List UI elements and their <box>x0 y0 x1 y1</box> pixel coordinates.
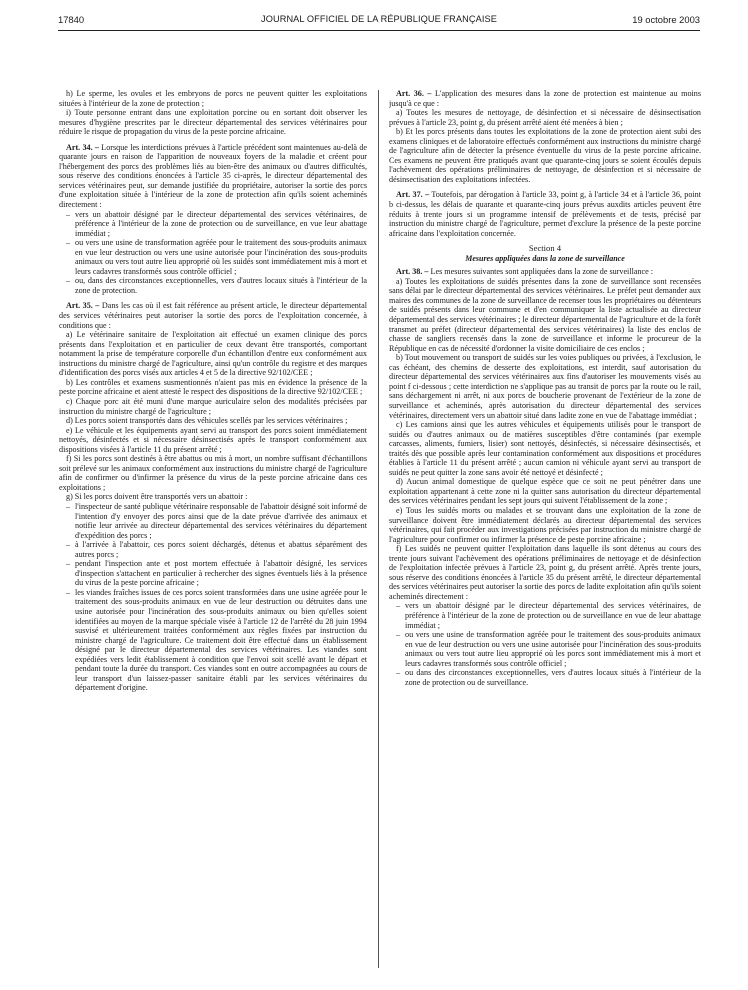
paragraph-35-e: e) Le véhicule et les équipements ayant servi au transport des porcs soient immédiatement nettoyés, désinfectés et si nécessaire désinsectisés après le transport conformément aux dispositions visées à l'article 11 du présent arrêté ; <box>59 425 367 454</box>
list-item: – vers un abattoir désigné par le directeur départemental des services vétérinaires, de préférence à l'intérieur de la zone de protection ou de surveillance, en vue leur abattage immédiat ; <box>59 210 367 239</box>
list-item: – ou dans des circonstances exceptionnelles, vers d'autres locaux situés à l'intérieur de la zone de protection ou de surveillance. <box>389 668 701 687</box>
paragraph-36-a: a) Toutes les mesures de nettoyage, de désinfection et si nécessaire de désinsectisation prévues à l'article 23, point g, du présent arrêté aient été menées à bien ; <box>389 108 701 127</box>
publication-date: 19 octobre 2003 <box>632 14 700 25</box>
article-38-f-list <box>389 601 701 687</box>
article-38 <box>389 267 701 277</box>
paragraph-38-c: c) Les camions ainsi que les autres véhicules et équipements utilisés pour le transport de suidés ou d'autres animaux ou de matières susceptibles d'être contaminés (par exemple carcasses, aliments, fumiers, lisier) sont nettoyés, désinfectés, si nécessaire désinsectisés, et traités dès que possible après leur contamination conformément aux dispositions et procédures établies à l'article 11 du présent arrêté ; aucun camion ni véhicule ayant servi au transport de suidés ne peut quitter la zone sans avoir été nettoyé et désinfecté ; <box>389 420 701 477</box>
list-item: – à l'arrivée à l'abattoir, ces porcs soient déchargés, détenus et abattus séparément des autres porcs ; <box>59 540 367 559</box>
header-rule <box>58 30 700 31</box>
article-35-label: Art. 35. – <box>66 301 100 311</box>
article-37-text: Toutefois, par dérogation à l'article 33, point g, à l'article 34 et à l'article 36, point b ci-dessus, les délais de quarante et quarante-cinq jours prévus auxdits articles peuvent être réduits à trente jours si un programme intensif de prélèvements et de tests, précisé par instruction du ministre chargé de l'agriculture, permet d'exclure la présence de la peste porcine africaine dans l'exploitation concernée. <box>389 190 701 238</box>
journal-title: JOURNAL OFFICIEL DE LA RÉPUBLIQUE FRANÇAISE <box>261 14 497 24</box>
article-34-label: Art. 34. – <box>66 142 99 152</box>
article-36 <box>389 89 701 108</box>
column-divider <box>378 90 379 968</box>
paragraph-38-b: b) Tout mouvement ou transport de suidés sur les voies publiques ou privées, à l'exclusion, le cas échéant, des chemins de desserte des exploitations, est interdit, sauf autorisation du directeur départemental des services vétérinaires aux fins d'autoriser les mouvements visés au point f ci-dessous ; cette interdiction ne s'applique pas au transit de porcs par la route ou le rail, sans déchargement ni arrêt, ni aux porcs de boucherie provenant de l'extérieur de la zone de surveillance et acheminés, après autorisation du directeur départemental des services vétérinaires, directement vers un abattoir situé dans ladite zone en vue de l'abattage immédiat ; <box>389 353 701 420</box>
list-item: – les viandes fraîches issues de ces porcs soient transformées dans une usine agréée pour le traitement des sous-produits animaux en vue de leur destruction ou détruites dans une usine autorisée pour l'incinération des sous-produits animaux ou bien qu'elles soient identifiées au moyen de la marque spéciale visée à l'article 12 de l'arrêté du 28 juin 1994 susvisé et ultérieurement traitées conformément aux règles fixées par instruction du ministre chargé de l'agriculture. Ce traitement doit être effectué dans un établissement désigné par le directeur départemental des services vétérinaires. Les viandes sont expédiées vers ledit établissement à condition que l'envoi soit scellé avant le départ et pendant toute la durée du transport. Ces viandes sont en outre accompagnées au cours de leur transport d'un laissez-passer sanitaire établi par les services vétérinaires du département d'origine. <box>59 588 367 693</box>
paragraph-35-d: d) Les porcs soient transportés dans des véhicules scellés par les services vétérinaires ; <box>66 416 348 426</box>
paragraph-35-f: f) Si les porcs sont destinés à être abattus ou mis à mort, un nombre suffisant d'échantillons soit prélevé sur les animaux conformément aux instructions du ministre chargé de l'agriculture afin de confirmer ou d'infirmer la présence du virus de la peste porcine africaine dans ces exploitations ; <box>59 454 367 492</box>
section-title: Mesures appliquées dans la zone de surveillance <box>465 253 625 263</box>
page-number: 17840 <box>58 14 85 25</box>
article-34 <box>59 143 367 210</box>
article-35-text: Dans les cas où il est fait référence au présent article, le directeur départemental des services vétérinaires peut autoriser la sortie des porcs de l'exploitation concernée, à conditions que : <box>59 301 367 330</box>
article-36-text: L'application des mesures dans la zone de protection est maintenue au moins jusqu'à ce que : <box>389 89 701 108</box>
article-36-label: Art. 36. – <box>396 89 432 98</box>
paragraph-38-a: a) Toutes les exploitations de suidés présentes dans la zone de surveillance sont recensées sans délai par le directeur départemental des services vétérinaires. Le préfet peut demander aux maires des communes de la zone de surveillance de recenser tous les propriétaires ou détenteurs de suidés présents dans leur commune et d'en communiquer la liste actualisée au directeur départemental des services vétérinaires ; le directeur départemental de l'agriculture et de la forêt transmet au préfet (directeur départemental des services vétérinaires) la liste des enclos de chasse de sangliers recensés dans la zone de surveillance et informe le procureur de la République en cas de nécessité d'ordonner la visite domiciliaire de ces enclos ; <box>389 276 701 353</box>
paragraph-36-b: b) Et les porcs présents dans toutes les exploitations de la zone de protection aient subi des examens cliniques et de laboratoire effectués conformément aux instructions du ministre chargé de l'agriculture afin de détecter la présence éventuelle du virus de la peste porcine africaine. Ces examens ne peuvent être pratiqués avant que quarante-cinq jours se soient écoulés depuis l'achèvement des opérations préliminaires de nettoyage, de désinfection et si nécessaire de désinsectisation des exploitations infectées. <box>389 127 701 184</box>
paragraph-35-c: c) Chaque porc ait été muni d'une marque auriculaire selon des modalités précisées par instruction du ministre chargé de l'agriculture ; <box>59 396 367 416</box>
article-38-label: Art. 38. – <box>396 267 429 277</box>
article-34-list <box>59 210 367 296</box>
paragraph-35-a: a) Le vétérinaire sanitaire de l'exploitation ait effectué un examen clinique des porcs présents dans l'exploitation et en particulier de ceux devant être transportés, comportant notamment la prise de température corporelle d'un échantillon d'entre eux conformément aux instructions du ministre chargé de l'agriculture, ainsi qu'un contrôle du registre et des marques d'identification des porcs visés aux articles 4 et 5 de la directive 92/102/CEE ; <box>59 330 367 378</box>
right-column <box>389 89 701 969</box>
section-heading: Section 4 <box>528 243 562 254</box>
page-header <box>58 14 700 28</box>
list-item: – ou vers une usine de transformation agréée pour le traitement des sous-produits animaux en vue de leur destruction ou vers une usine autorisée pour l'incinération des sous-produits animaux ou vers tout autre lieu approprié où les porcs sont immédiatement mis à mort et leurs cadavres transformés sous contrôle officiel ; <box>389 630 701 668</box>
left-column <box>59 89 367 969</box>
list-item: – pendant l'inspection ante et post mortem effectuée à l'abattoir désigné, les services d'inspection s'attachent en particulier à rechercher des signes éventuels liés à la présence du virus de la peste porcine africaine ; <box>59 559 367 588</box>
paragraph-35-g: g) Si les porcs doivent être transportés vers un abattoir : <box>66 492 248 502</box>
paragraph-38-f: f) Les suidés ne peuvent quitter l'exploitation dans laquelle ils sont détenus au cours des trente jours suivant l'achèvement des opérations préliminaires de nettoyage et de désinfection de l'exploitation infectée prévues à l'article 23, point g, du présent arrêté. Après trente jours, sous réserve des conditions énoncées à l'article 35 du présent arrêté, le directeur départemental des services vétérinaires peut autoriser la sortie des porcs de ladite exploitation afin qu'ils soient acheminés directement : <box>389 544 701 601</box>
list-item: – ou vers une usine de transformation agréée pour le traitement des sous-produits animaux en vue leur destruction ou vers une usine autorisée pour l'incinération des sous-produits animaux ou vers tout autre lieu approprié où les suidés sont immédiatement mis à mort et leurs cadavres transformés sous contrôle officiel ; <box>59 238 367 276</box>
article-37 <box>389 190 701 238</box>
paragraph-38-e: e) Tous les suidés morts ou malades et se trouvant dans une exploitation de la zone de surveillance doivent être immédiatement déclarés au directeur départemental des services vétérinaires, qui fait procéder aux investigations précisées par instruction du ministre chargé de l'agriculture pour confirmer ou infirmer la présence de peste porcine africaine ; <box>389 505 701 544</box>
paragraph-35-b: b) Les contrôles et examens susmentionnés n'aient pas mis en évidence la présence de la peste porcine africaine et aient attesté le respect des dispositions de la directive 92/102/CEE ; <box>59 377 367 397</box>
article-37-label: Art. 37. – <box>396 190 430 200</box>
article-38-text: Les mesures suivantes sont appliquées dans la zone de surveillance : <box>428 267 654 277</box>
list-item: – vers un abattoir désigné par le directeur départemental des services vétérinaires, de préférence à l'intérieur de la zone de protection ou de surveillance en vue de leur abattage immédiat ; <box>389 601 701 630</box>
article-34-text: Lorsque les interdictions prévues à l'article précédent sont maintenues au-delà de quarante jours en raison de l'apparition de nouveaux foyers de la maladie et créent pour l'hébergement des porcs des problèmes liés au bien-être des animaux ou d'autres difficultés, sous réserve des conditions énoncées à l'article 35 ci-après, le directeur départemental des services vétérinaires peut, sur demande justifiée du propriétaire, autoriser la sortie des porcs d'une exploitation située à l'intérieur de la zone de protection afin qu'ils soient acheminés directement : <box>59 142 367 210</box>
list-item: – ou, dans des circonstances exceptionnelles, vers d'autres locaux situés à l'intérieur de la zone de protection. <box>59 276 367 295</box>
paragraph-38-d: d) Aucun animal domestique de quelque espèce que ce soit ne peut pénétrer dans une exploitation appartenant à cette zone ni la quitter sans autorisation du directeur départemental des services vétérinaires pendant les sept jours qui suivent l'établissement de la zone ; <box>389 477 701 506</box>
list-item: – l'inspecteur de santé publique vétérinaire responsable de l'abattoir désigné soit informé de l'intention d'y envoyer des porcs ainsi que de la date prévue d'arrivée des animaux et notifie leur arrivée au directeur départemental des services vétérinaires du département d'expédition des porcs ; <box>59 502 367 540</box>
paragraph-i: i) Toute personne entrant dans une exploitation porcine ou en sortant doit observer les mesures d'hygiène prescrites par le directeur départemental des services vétérinaires pour réduire le risque de propagation du virus de la peste porcine africaine. <box>59 108 367 137</box>
article-35-g-list <box>59 502 367 693</box>
paragraph-h: h) Le sperme, les ovules et les embryons de porcs ne peuvent quitter les exploitations situées à l'intérieur de la zone de protection ; <box>59 89 367 108</box>
article-35 <box>59 301 367 330</box>
